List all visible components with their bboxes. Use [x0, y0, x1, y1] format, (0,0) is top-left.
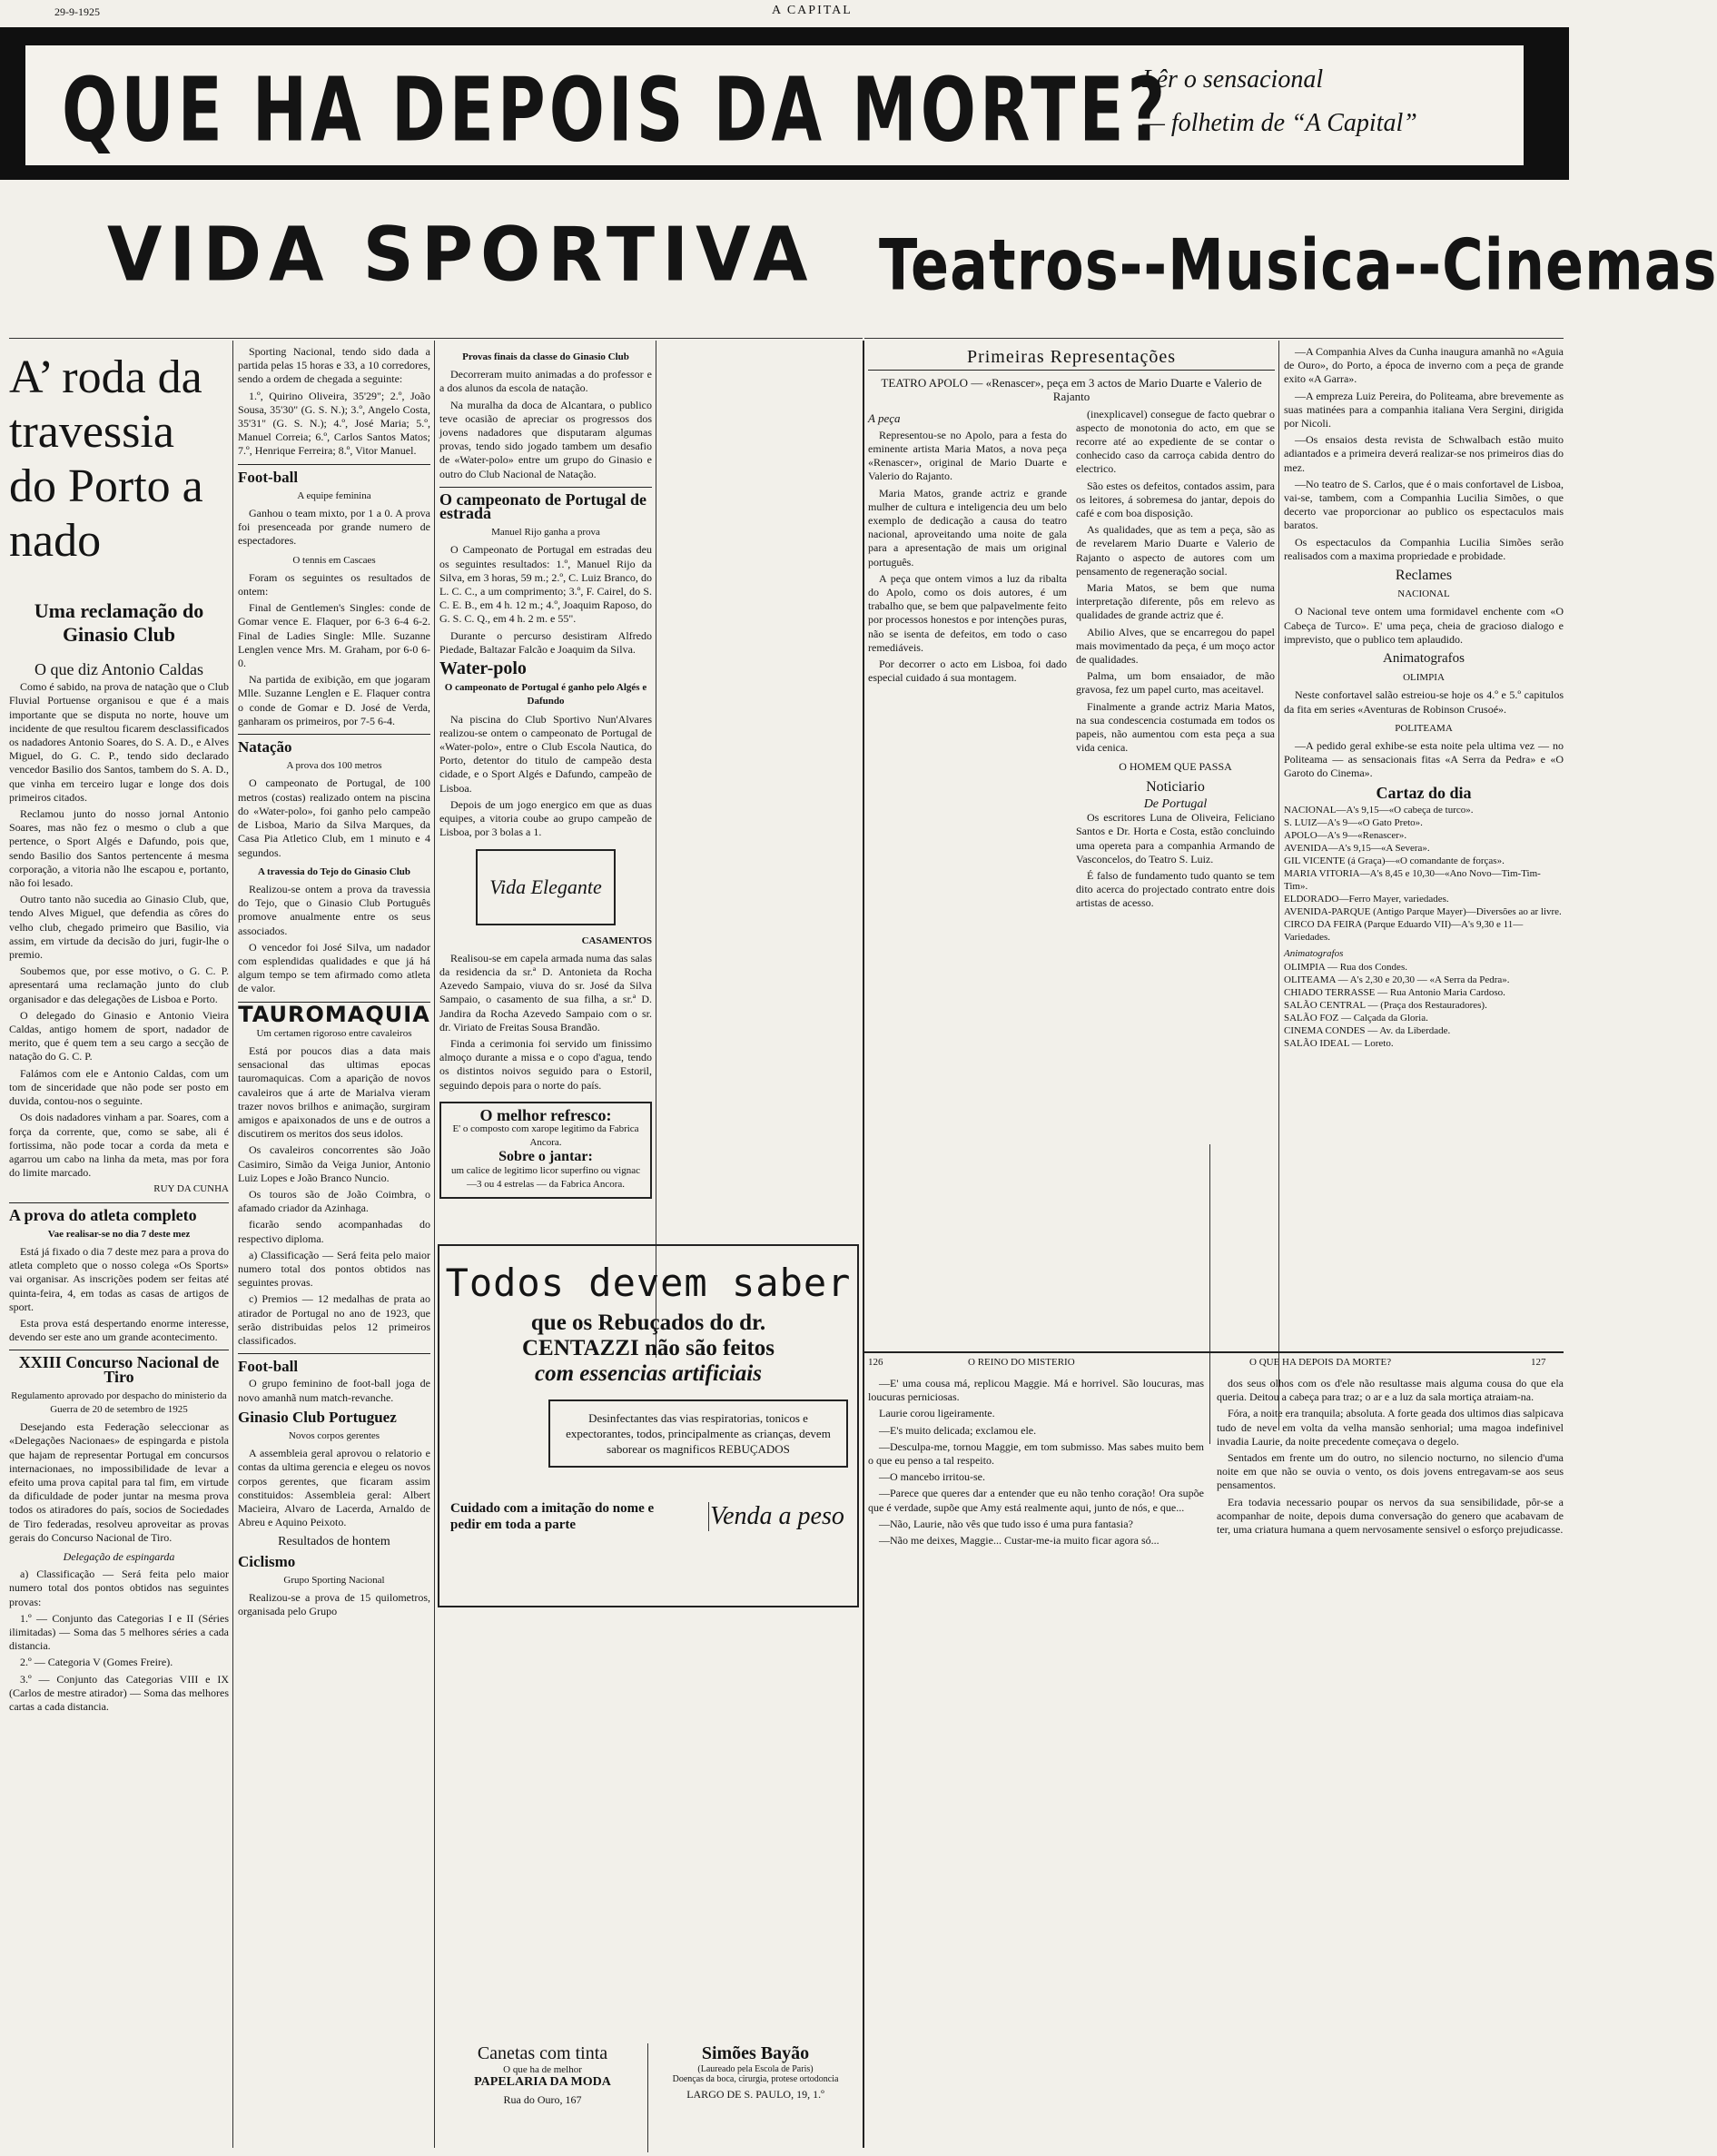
subheading-casamentos: CASAMENTOS — [581, 935, 652, 946]
paragraph: 3.º — Conjunto das Categorias VIII e IX (Carlos de mestre atirador) — Soma das melhores cartas a cada distancia. — [9, 1672, 229, 1714]
cartaz-list — [1284, 804, 1564, 944]
paragraph: Finda a cerimonia foi servido um finissimo almoço durante a missa e o copo d'agua, tendo os distintos noivos seguido para o Estoril, seguindo depois para o norte do país. — [439, 1036, 652, 1092]
paragraph: Final de Gentlemen's Singles: conde de Gomar vence E. Flaquer, por 6-3 6-4 6-2. Final de Ladies Single: Mlle. Suzanne Lenglen vence Mrs. M. Graham, por 6-0 6-0. — [238, 601, 430, 670]
paragraph: Maria Matos, grande actriz e grande mulher de cultura e inteligencia deu um belo exemplo de dedicação a causa do teatro nacional, aproveitando uma noite de gala para a apresentação de mais um original português. — [868, 486, 1067, 569]
column-rule — [863, 341, 864, 2148]
ad-ancora-line-2: um calice de legitimo licor superfino ou vignac—3 ou 4 estrelas — da Fabrica Ancora. — [450, 1164, 641, 1190]
list-item: OLITEAMA — A's 2,30 e 20,30 — «A Serra da Pedra». — [1284, 974, 1510, 986]
ad-centazzi-line2: CENTAZZI não são feitos — [521, 1336, 775, 1360]
paragraph: Era todavia necessario poupar os nervos da sua sensibilidade, pôr-se a acompanhar de noite, depois duma conversação do genero que acabavam de ter, uma criatura humana a quem nervosamente sensivel o esforço prejudicasse. — [1217, 1495, 1564, 1537]
divider — [439, 487, 652, 488]
folhetim-page-left: 126 — [868, 1357, 883, 1368]
paragraph: c) Premios — 12 medalhas de prata ao atirador de Portugal no ano de 1923, que serão distribuidas pelos 12 primeiros classificados. — [238, 1292, 430, 1347]
subheading-tejo: A travessia do Tejo do Ginasio Club — [257, 865, 411, 877]
paragraph: A peça que ontem vimos a luz da ribalta do Apolo, como os dois autores, é um trabalho que, se bem que palpavelmente feito por processos honestos e por intenções puras, não se isenta de defeitos, em todo o caso remediáveis. — [868, 571, 1067, 654]
paragraph: Finalmente a grande actriz Maria Matos, na sua condescencia costumada em todos os papeis, não aumentou com esta peça a sua vida cenica. — [1076, 699, 1275, 755]
folhetim-page-right: 127 — [1531, 1357, 1546, 1368]
paragraph: Ganhou o team mixto, por 1 a 0. A prova foi presenceada por grande numero de espectadores. — [238, 507, 430, 548]
divider — [238, 734, 430, 735]
heading-tauromaquia: TAUROMAQUIA — [238, 1001, 430, 1027]
paragraph: Os dois nadadores vinham a par. Soares, com a força da corrente, que, como se sabe, ali é fortissima, não pode tocar a corda da meta e agarrou um cabo na linha da meta, mas por fora do limite marcado. — [9, 1111, 229, 1180]
paragraph: 1.º, Quirino Oliveira, 35'29"; 2.º, João Sousa, 35'30" (G. S. N.); 3.º, Angelo Costa, 35'31" (G. S. N.); 4.º, José Maria; 5.º, Manuel Correia; 6.º, Carlos Santos Matos; 7.º, Henrique Ferreira; 8.º, Vitor Manuel. — [238, 389, 430, 458]
folhetim-title-right: O QUE HA DEPOIS DA MORTE? — [1249, 1357, 1392, 1368]
signature: RUY DA CUNHA — [153, 1183, 229, 1195]
list-item: S. LUIZ—A's 9—«O Gato Preto». — [1284, 816, 1423, 828]
subheading-homem: O HOMEM QUE PASSA — [1119, 760, 1232, 774]
ad-papelaria-title: Canetas com tinta — [477, 2043, 608, 2063]
column-1 — [9, 345, 229, 2152]
paragraph: Reclamou junto do nosso jornal Antonio Soares, mas não fez o mesmo o club a que pertence, o Sport Algés e Dafundo, pois que, sendo Basilio dos Santos pertencente á mesma corporação, a vitoria não lhe escapou e, portanto, não foi lesado. — [9, 807, 229, 890]
paragraph: Por decorrer o acto em Lisboa, foi dado especial cuidado á sua montagem. — [868, 658, 1067, 685]
ad-simoes-title: Simões Bayão — [701, 2043, 810, 2063]
masthead-date: 29-9-1925 — [54, 5, 100, 18]
list-item: MARIA VITORIA—A's 8,45 e 10,30—«Ano Novo—Tim-Tim-Tim». — [1284, 867, 1541, 892]
ad-centazzi — [438, 1244, 859, 1607]
ad-papelaria-sub: O que ha de melhor — [503, 2064, 582, 2075]
paragraph: Foram os seguintes os resultados de ontem: — [238, 570, 430, 598]
paragraph: O vencedor foi José Silva, um nadador com esplendidas qualidades e que já há algum tempo se tem afirmado como atleta de valor. — [238, 940, 430, 995]
theatre-col-left — [868, 408, 1067, 914]
list-item: ELDORADO—Ferro Mayer, variedades. — [1284, 893, 1449, 905]
subheadline-reclamacao: Uma reclamação do Ginasio Club — [34, 599, 204, 646]
ad-simoes-sub: (Laureado pela Escola de Paris) — [697, 2064, 814, 2074]
list-item: SALÃO FOZ — Calçada da Gloria. — [1284, 1013, 1428, 1024]
paragraph: Sentados em frente um do outro, no silencio nocturno, no silencio d'uma noite em que não se ouvia o vento, os dois jovens entregavam-se aos seus pensamentos. — [1217, 1451, 1564, 1492]
list-item: CIRCO DA FEIRA (Parque Eduardo VII)—A's 9,30 e 11—Variedades. — [1284, 918, 1524, 943]
list-item: SALÃO CENTRAL — (Praça dos Restauradores). — [1284, 1000, 1487, 1012]
paragraph: Na piscina do Club Sportivo Nun'Alvares realizou-se ontem o campeonato de Portugal de «Water-polo», entre o Club Escola Nautica, do Porto, detentor do titulo de campeão desta cidade, e o Sport Algés e Dafundo, campeão de Lisboa. — [439, 712, 652, 795]
ad-centazzi-title: Todos devem saber — [445, 1261, 852, 1305]
list-item: CHIADO TERRASSE — Rua Antonio Maria Cardoso. — [1284, 987, 1505, 999]
paragraph: Palma, um bom ensaiador, de mão gravosa, fez um papel curto, mas aceitavel. — [1076, 669, 1275, 697]
subheading-animatografos-2: Animatografos — [1284, 947, 1344, 959]
ad-papelaria-name: PAPELARIA DA MODA — [474, 2075, 611, 2089]
subheading-atleta: Vae realisar-se no dia 7 deste mez — [47, 1228, 191, 1240]
ad-centazzi-venda: Venda a peso — [708, 1502, 845, 1531]
ad-ancora — [439, 1102, 652, 1199]
paragraph: Decorreram muito animadas a do professor e a dos alunos da escola de natação. — [439, 368, 652, 395]
divider — [238, 1353, 430, 1354]
paragraph: Maria Matos, se bem que numa interpretação diferente, pôs em relevo as qualidades de grande actriz que é. — [1076, 581, 1275, 622]
heading-football: Foot-ball — [238, 468, 299, 486]
paragraph: 1.º — Conjunto das Categorias I e II (Séries ilimitadas) — Soma das 5 melhores séries a cada distancia. — [9, 1611, 229, 1653]
paragraph: Desejando esta Federação seleccionar as «Delegações Nacionaes» de espingarda e pistola que hajam de representar Portugal em concursos internacionaes, no impossibilidade de levar a efeito uma prova capital para tal fim, em virtude da dificuldade de poder juntar na mesma prova todos os atiradores do país, socios de Sociedades de Tiro federadas, resolveu aproveitar as provas gerais do Concurso Nacional de Tiro. — [9, 1420, 229, 1544]
subheading-ginasio: Novos corpos gerentes — [288, 1430, 380, 1442]
section-title-sport: VIDA SPORTIVA — [107, 212, 815, 299]
paragraph: —E' uma cousa má, replicou Maggie. Má e horrivel. São loucuras, mas loucuras perniciosas. — [868, 1377, 1204, 1404]
subheading-provas: Provas finais da classe do Ginasio Club — [462, 351, 629, 362]
paragraph: É falso de fundamento tudo quanto se tem dito acerca do projectado contrato entre dois artistas de acesso. — [1076, 868, 1275, 910]
headline-travessia: A’ roda da travessia do Porto a nado — [9, 351, 203, 567]
ad-ancora-title: O melhor refresco: — [479, 1105, 612, 1124]
paragraph: Esta prova está despertando enorme interesse, devendo ser este ano um grande acontecimento. — [9, 1316, 229, 1344]
folhetim-title-left: O REINO DO MISTERIO — [968, 1357, 1075, 1368]
ad-centazzi-warning: Cuidado com a imitação do nome e pedir em toda a parte — [450, 1501, 655, 1532]
list-item: GIL VICENTE (á Graça)—«O comandante de forças». — [1284, 855, 1505, 866]
ad-centazzi-line1: que os Rebuçados do dr. — [530, 1310, 766, 1335]
banner-title: QUE HA DEPOIS DA MORTE? — [62, 58, 1169, 162]
serial-banner — [0, 27, 1569, 180]
paragraph: —No teatro de S. Carlos, que é o mais confortavel de Lisboa, vai-se, tambem, com a Companhia Lucilia Simões, o que decerto vae proporcionar ao publico os espectaculos mais baratos. — [1284, 477, 1564, 532]
subheading-feminina: A equipe feminina — [297, 490, 371, 501]
column-3 — [439, 345, 652, 1371]
paragraph: —A empreza Luiz Pereira, do Politeama, abre brevemente as suas matinées para a companhia italiana Vera Sergini, dirigida por Nicoli. — [1284, 389, 1564, 430]
heading-estrada: O campeonato de Portugal de estrada — [439, 490, 646, 523]
paragraph: O Campeonato de Portugal em estradas deu os seguintes resultados: 1.º, Manuel Rijo da Silva, em 3 horas, 59 m.; 2.º, C. Luiz Branco, do L. C. C., a um comprimento; 3.º, F. Cairel, do S. C. E. B., em 4 h. 12 m.; 4.º, Joaquim Raposo, do G. S. C. Q., em 4 h. 2 m. e 55". — [439, 543, 652, 626]
folhetim-left — [868, 1377, 1204, 2149]
heading-waterpolo: Water-polo — [439, 658, 527, 679]
paragraph: Neste confortavel salão estreiou-se hoje os 4.º e 5.º capitulos da fita em series «Aventuras de Robinson Crusoé». — [1284, 688, 1564, 716]
list-item: CINEMA CONDES — Av. da Liberdade. — [1284, 1025, 1451, 1037]
subheading-apolo: TEATRO APOLO — «Renascer», peça em 3 actos de Mario Duarte e Valerio de Rajanto — [881, 376, 1262, 404]
divider — [868, 370, 1275, 371]
divider — [9, 338, 863, 339]
paragraph: a) Classificação — Será feita pelo maior numero total dos pontos obtidos nas seguintes provas: — [9, 1568, 229, 1608]
subheading-resultados: Resultados de hontem — [278, 1535, 390, 1549]
paragraph: Sporting Nacional, tendo sido dada a partida pelas 15 horas e 33, a 10 corredores, sendo a ordem de chegada a seguinte: — [238, 345, 430, 386]
ad-simoes — [652, 2043, 859, 2152]
divider — [238, 464, 430, 465]
ad-ancora-title-2: Sobre o jantar: — [498, 1149, 593, 1165]
subheading-tauromaquia: Um certamen rigoroso entre cavaleiros — [256, 1027, 412, 1039]
list-item: SALÃO IDEAL — Loreto. — [1284, 1038, 1394, 1050]
paragraph: São estes os defeitos, contados assim, para os leitores, á sobremesa do jantar, depois do café e com boa disposição. — [1076, 479, 1275, 520]
subheading-tenis: O tennis em Cascaes — [292, 554, 376, 566]
subheading-peca: A peça — [868, 410, 901, 425]
paragraph: Está já fixado o dia 7 deste mez para a prova do atleta completo que o nosso colega «Os Sports» vai organisar. As inscrições podem ser feitas até quinta-feira, 4, em todas as casas de artigos de sport. — [9, 1244, 229, 1313]
paragraph: Está por poucos dias a data mais sensacional das ultimas epocas tauromaquicas. Com a aparição de novos cavaleiros que á arte de Marialva vieram trazer novos brilhos e animação, surgiram amigos e apaixonados de uns e de outros a discutirem os meritos dos seus idolos. — [238, 1043, 430, 1141]
vida-elegante-title: Vida Elegante — [489, 875, 602, 898]
subheading-ciclismo: Grupo Sporting Nacional — [283, 1574, 385, 1586]
paragraph: Soubemos que, por esse motivo, o G. C. P. apresentará uma reclamação junto do club organisador e das delegações de Lisboa e Porto. — [9, 964, 229, 1005]
divider — [864, 1351, 1564, 1353]
paragraph: Laurie corou ligeiramente. — [879, 1407, 995, 1420]
list-item: AVENIDA-PARQUE (Antigo Parque Mayer)—Diversões ao ar livre. — [1284, 905, 1562, 917]
subheading-olimpia: OLIMPIA — [1403, 672, 1445, 684]
paragraph: —Desculpa-me, tornou Maggie, em tom submisso. Mas sabes muito bem o que eu penso a tal respeito. — [868, 1439, 1204, 1468]
heading-tiro: XXIII Concurso Nacional de Tiro — [18, 1353, 220, 1386]
subheading-estrada: Manuel Rijo ganha a prova — [491, 527, 600, 539]
column-5 — [1284, 345, 1564, 1344]
paragraph: O Nacional teve ontem uma formidavel enchente com «O Cabeça de Turco». E' uma peça, cheia de gracioso dialogo e imprevisto, que o publico tem aplaudido. — [1284, 605, 1564, 646]
heading-atleta: A prova do atleta completo — [9, 1205, 197, 1224]
paragraph: —Não me deixes, Maggie... Custar-me-ia muito ficar agora só... — [879, 1534, 1159, 1548]
subheading-portugal: De Portugal — [1143, 796, 1208, 811]
heading-cartaz: Cartaz do dia — [1376, 783, 1472, 802]
heading-ginasio: Ginasio Club Portuguez — [238, 1408, 397, 1426]
paragraph: A assembleia geral aprovou o relatorio e contas da ultima gerencia e elegeu os novos corpos gerentes, que ficaram assim constituidos: Assembleia geral: Albert Macieira, Alvaro de Lacerda, Arnaldo de Abreu e Aquino Peixoto. — [238, 1447, 430, 1529]
heading-noticiario: Noticiario — [1146, 778, 1205, 795]
subheading-tiro: Regulamento aprovado por despacho do ministerio da Guerra de 20 de setembro de 1925 — [11, 1390, 227, 1415]
paragraph: —A Companhia Alves da Cunha inaugura amanhã no «Aguia de Ouro», do Porto, a época de inverno com a peça de grande exito «A Garra». — [1284, 345, 1564, 386]
paragraph: As qualidades, que as tem a peça, são as de revelarem Mario Duarte e Valerio de Rajanto o aspecto de autores com um pensamento de regeneração social. — [1076, 523, 1275, 578]
ad-papelaria — [438, 2043, 648, 2152]
ad-ancora-line: E' o composto com xarope legitimo da Fabrica Ancora. — [452, 1123, 639, 1149]
paragraph: ficarão sendo acompanhadas do respectivo diploma. — [238, 1218, 430, 1245]
paragraph: Representou-se no Apolo, para a festa do eminente artista Maria Matos, a nova peça «Renascer», original de Mario Duarte e Valerio do Rajanto. — [868, 428, 1067, 483]
theatre-col-right — [1076, 408, 1275, 914]
heading-football-2: Foot-ball — [238, 1358, 299, 1376]
paragraph: —E's muito delicada; exclamou ele. — [879, 1423, 1037, 1437]
banner-panel — [24, 44, 1525, 167]
masthead — [0, 5, 1569, 27]
paragraph: Falámos com ele e Antonio Caldas, com um tom de sinceridade que não pode ser posto em duvida, contou-nos o seguinte. — [9, 1066, 229, 1108]
ad-simoes-desc: Doenças da boca, cirurgia, protese ortodoncia — [672, 2074, 839, 2084]
paragraph: —Parece que queres dar a entender que eu não tenho coração! Ora supõe que é verdade, supõe que Amy está realmente aqui, junto de nós, e que... — [868, 1487, 1204, 1514]
paragraph: Na partida de exibição, em que jogaram Mlle. Suzanne Lenglen e E. Flaquer contra o conde de Gomar e D. José de Verda, ganharam os primeiros, por 7-5 6-4. — [238, 673, 430, 727]
ad-simoes-address: LARGO DE S. PAULO, 19, 1.º — [686, 2088, 824, 2101]
column-rule — [232, 341, 233, 2148]
paragraph: —O mancebo irritou-se. — [879, 1470, 985, 1484]
paragraph: (inexplicavel) consegue de facto quebrar o aspecto de monotonia do acto, em que se recorre até ao expediente de se contar o conhecido caso da carroça cabida dentro do electrico. — [1076, 407, 1275, 476]
banner-side-line2: — folhetim de “A Capital” — [1142, 109, 1417, 137]
paragraph: —Não, Laurie, não vês que tudo isso é uma pura fantasia? — [879, 1517, 1133, 1530]
section-title-teatros: Teatros--Musica--Cinemas — [879, 223, 1717, 307]
column-4 — [868, 345, 1275, 1344]
list-item: APOLO—A's 9—«Renascer». — [1284, 829, 1407, 841]
paragraph: O delegado do Ginasio e Antonio Vieira Caldas, antigo homem de sport, nadador de merito, que é quem tem a seu cargo a secção de natação do G. C. P. — [9, 1008, 229, 1063]
paragraph: Durante o percurso desistiram Alfredo Piedade, Baltazar Falcão e Joaquim da Silva. — [439, 628, 652, 656]
paragraph: dos seus olhos com os d'ele não resultasse mais alguma cousa do que ela queria. Deitou a cabeça para traz; o ar e a luz da sala mortiça atraiam-na. — [1217, 1377, 1564, 1404]
subheadline-caldas: O que diz Antonio Caldas — [35, 660, 203, 678]
paragraph: Realizou-se ontem a prova da travessia do Tejo, que o Ginasio Club Português promove anualmente entre os seus associados. — [238, 882, 430, 937]
paragraph: Outro tanto não sucedia ao Ginasio Club, que, tendo Alves Miguel, que defendia as côres do velho club, chegado primeiro que Basilio, via assim, em virtude da decisão do juri, fugir-lhe o premio. — [9, 893, 229, 962]
paragraph: 2.º — Categoria V (Gomes Freire). — [20, 1656, 173, 1669]
subheading-nacional: NACIONAL — [1397, 588, 1450, 600]
paragraph: O grupo feminino de foot-ball joga de novo amanhã num match-revanche. — [238, 1377, 430, 1404]
folhetim-header — [868, 1357, 1564, 1375]
list-item: OLIMPIA — Rua dos Condes. — [1284, 962, 1407, 974]
paragraph: O campeonato de Portugal, de 100 metros (costas) realizado ontem na piscina do «Water-polo», foi ganho pelo campeão de Lisboa, Mario da Silva Marques, da Casa Pia Atletico Club, em 1 minuto e 4 segundos. — [238, 776, 430, 859]
subheading-espingarda: Delegação de espingarda — [63, 1549, 175, 1563]
heading-reclames: Reclames — [1395, 568, 1453, 584]
column-rule — [434, 341, 435, 2148]
paragraph: Os escritores Luna de Oliveira, Feliciano Santos e Dr. Horta e Costa, estão concluindo uma opereta para a companhia Armando de Vasconcelos, do Teatro S. Luiz. — [1076, 811, 1275, 865]
paragraph: —Os ensaios desta revista de Schwalbach estão muito adiantados e a primeira deverá realizar-se nos primeiros dias do mez. — [1284, 433, 1564, 474]
folhetim-right — [1217, 1377, 1564, 2149]
ad-papelaria-address: Rua do Ouro, 167 — [503, 2093, 582, 2106]
vida-elegante-box — [476, 849, 616, 925]
paragraph: —A pedido geral exhibe-se esta noite pela ultima vez — no Politeama — as sensacionais fitas «A Serra da Pedra» e «O Garoto do Cinema». — [1284, 739, 1564, 780]
heading-natacao: Natação — [238, 738, 292, 757]
ad-centazzi-desc: Desinfectantes das vias respiratorias, tonicos e expectorantes, todos, principalmente as crianças, devem saborear os magnificos REBUÇADOS — [548, 1399, 848, 1468]
paragraph: Os espectaculos da Companhia Lucilia Simões serão realisados com a maxima propriedade e probidade. — [1284, 535, 1564, 562]
paragraph: Depois de um jogo energico em que as duas equipes, a vitoria coube ao grupo campeão de Lisboa, por 3 bolas a 1. — [439, 797, 652, 839]
heading-animatografos: Animatografos — [1383, 651, 1465, 667]
masthead-paper: A CAPITAL — [772, 4, 853, 17]
paragraph: Realisou-se em capela armada numa das salas da residencia da sr.ª D. Antonieta da Rocha Azevedo Sampaio, viuva do sr. José da Silva Sampaio, o casamento de sua filha, a sr.ª D. Jandira da Rocha Azevedo Sampaio com o sr. dr. Viriato de Freitas Sousa Brandão. — [439, 951, 652, 1033]
paragraph: Como é sabido, na prova de natação que o Club Fluvial Portuense organisou e que é a mais importante que se disputa no norte, houve um incidente de que resultou ficarem desclassificados os nadadores Antonio Soares, do S. A. D., e Alves Miguel, do G. C. P., tendo sido declarado vencedor Basilio dos Santos, tambem do S. A. D., que vinha em terceiro lugar e longe dos dois primeiros citados. — [9, 680, 229, 804]
cinema-list — [1284, 961, 1564, 1050]
ad-centazzi-line3: com essencias artificiais — [535, 1361, 762, 1386]
paragraph: Abilio Alves, que se encarregou do papel mais movimentado da peça, é um moço actor de qualidades. — [1076, 625, 1275, 667]
paragraph: Na muralha da doca de Alcantara, o publico teve ocasião de apreciar os progressos dos jovens nadadores que disputaram algumas provas, tendo sido jogado tambem um desafio de «Water-polo» entre um grupo do Ginasio e outro do Club Nacional de Natação. — [439, 398, 652, 480]
paragraph: Os cavaleiros concorrentes são João Casimiro, Simão da Veiga Junior, Antonio Luiz Lopes e João Branco Nuncio. — [238, 1143, 430, 1184]
paragraph: Fóra, a noite era tranquila; absoluta. A forte geada dos ultimos dias salpicava tudo de neve em volta da velha mansão senhorial; uma magoa indefinivel invadia Laurie, da noite precedente começava o degelo. — [1217, 1407, 1564, 1448]
list-item: AVENIDA—A's 9,15—«A Severa». — [1284, 842, 1430, 854]
paragraph: a) Classificação — Será feita pelo maior numero total dos pontos obtidos nas seguintes provas. — [238, 1248, 430, 1290]
banner-side-line1: Lêr o sensacional — [1142, 65, 1324, 94]
column-2 — [238, 345, 430, 2152]
divider — [864, 338, 1564, 339]
divider — [9, 1202, 229, 1203]
paragraph: Os touros são de João Coimbra, o afamado criador da Azinhaga. — [238, 1187, 430, 1215]
heading-primeiras: Primeiras Representações — [966, 347, 1177, 367]
column-rule — [1278, 341, 1279, 1430]
heading-ciclismo: Ciclismo — [238, 1552, 296, 1570]
paragraph: Realizou-se a prova de 15 quilometros, organisada pelo Grupo — [238, 1591, 430, 1618]
subheading-100m: A prova dos 100 metros — [286, 760, 382, 772]
subheading-politeama: POLITEAMA — [1395, 722, 1453, 734]
list-item: NACIONAL—A's 9,15—«O cabeça de turco». — [1284, 804, 1474, 816]
subheading-waterpolo: O campeonato de Portugal é ganho pelo Algés e Dafundo — [444, 682, 647, 707]
